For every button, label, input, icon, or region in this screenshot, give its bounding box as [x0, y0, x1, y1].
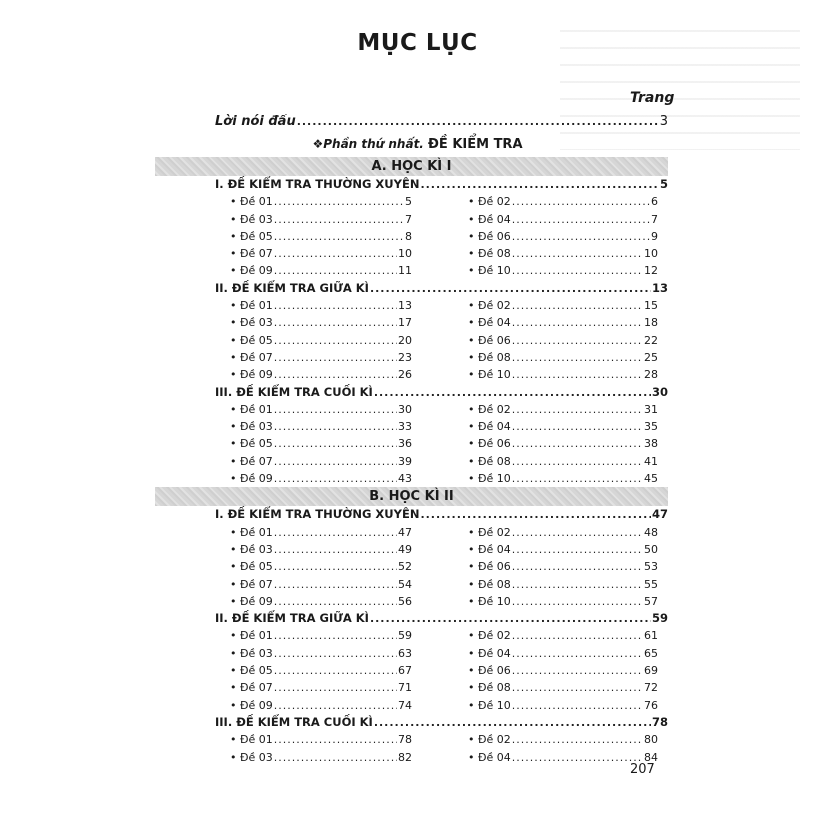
- dot-leader: [512, 470, 643, 487]
- toc-label: I. ĐỀ KIỂM TRA THƯỜNG XUYÊN: [215, 507, 420, 522]
- toc-entry[interactable]: [468, 645, 658, 662]
- dot-leader: [512, 435, 643, 452]
- toc-label: • Đề 05: [230, 435, 273, 452]
- toc-entry-grid: [230, 193, 658, 279]
- toc-page: 80: [644, 733, 658, 747]
- toc-entry[interactable]: [468, 453, 658, 470]
- toc-page: 30: [651, 384, 668, 399]
- dot-leader: [512, 262, 643, 279]
- toc-entry-grid: [230, 524, 658, 610]
- toc-label: • Đề 03: [230, 749, 273, 766]
- toc-entry[interactable]: [468, 314, 658, 331]
- toc-entry[interactable]: [468, 435, 658, 452]
- toc-label: • Đề 05: [230, 332, 273, 349]
- dot-leader: [370, 280, 651, 297]
- toc-page: 57: [644, 594, 658, 608]
- toc-label: • Đề 08: [468, 245, 511, 262]
- toc-entry[interactable]: [230, 524, 412, 541]
- dot-leader: [274, 193, 404, 210]
- toc-entry-grid: [230, 297, 658, 383]
- toc-entry-grid: [230, 401, 658, 487]
- toc-label: • Đề 05: [230, 228, 273, 245]
- toc-entry[interactable]: [230, 401, 412, 418]
- toc-label: II. ĐỀ KIỂM TRA GIỮA KÌ: [215, 611, 369, 626]
- toc-page: 47: [651, 507, 668, 522]
- toc-section[interactable]: [215, 280, 668, 297]
- toc-entry[interactable]: [230, 193, 412, 210]
- toc-label: • Đề 06: [468, 558, 511, 575]
- toc-section[interactable]: [215, 610, 668, 627]
- toc-entry[interactable]: [468, 731, 658, 748]
- toc-label: II. ĐỀ KIỂM TRA GIỮA KÌ: [215, 280, 369, 295]
- toc-label: • Đề 06: [468, 332, 511, 349]
- toc-label: • Đề 05: [230, 558, 273, 575]
- toc-page: 61: [644, 629, 658, 643]
- dot-leader: [512, 541, 643, 558]
- dot-leader: [274, 418, 397, 435]
- toc-page: 18: [644, 316, 658, 330]
- page-title: MỤC LỤC: [357, 30, 478, 56]
- toc-page: 31: [644, 402, 658, 416]
- toc-entry[interactable]: [468, 297, 658, 314]
- dot-leader: [420, 176, 659, 193]
- toc-label: • Đề 02: [468, 524, 511, 541]
- toc-label: III. ĐỀ KIỂM TRA CUỐI KÌ: [215, 714, 373, 729]
- dot-leader: [274, 576, 397, 593]
- dot-leader: [274, 366, 397, 383]
- page-column-label: Trang: [630, 90, 675, 106]
- dot-leader: [274, 558, 397, 575]
- toc-label: • Đề 06: [468, 228, 511, 245]
- toc-label: • Đề 01: [230, 297, 273, 314]
- dot-leader: [274, 401, 397, 418]
- dot-leader: [512, 662, 643, 679]
- toc-entry-preface[interactable]: [215, 114, 668, 129]
- toc-page: 53: [644, 560, 658, 574]
- toc-entry[interactable]: [468, 401, 658, 418]
- toc-page: 63: [398, 646, 412, 660]
- toc-label: • Đề 08: [468, 453, 511, 470]
- dot-leader: [512, 314, 643, 331]
- toc-page: 50: [644, 542, 658, 556]
- toc-entry-grid: [230, 627, 658, 713]
- toc-label: • Đề 07: [230, 576, 273, 593]
- toc-page: 55: [644, 577, 658, 591]
- semester-band: B. HỌC KÌ II: [155, 487, 668, 506]
- dot-leader: [274, 679, 397, 696]
- toc-page: 36: [398, 437, 412, 451]
- toc-page: 56: [398, 594, 412, 608]
- toc-label: • Đề 02: [468, 401, 511, 418]
- toc-label: • Đề 04: [468, 314, 511, 331]
- dot-leader: [512, 297, 643, 314]
- toc-page: 78: [651, 714, 668, 729]
- toc-entry[interactable]: [230, 541, 412, 558]
- toc-page: 7: [651, 212, 658, 226]
- toc-page: 13: [651, 280, 668, 295]
- toc-page: 33: [398, 420, 412, 434]
- dot-leader: [512, 679, 643, 696]
- toc-label: • Đề 09: [230, 697, 273, 714]
- toc-entry[interactable]: [230, 576, 412, 593]
- toc-page: 52: [398, 560, 412, 574]
- toc-label: • Đề 07: [230, 453, 273, 470]
- toc-entry-grid: [230, 731, 658, 766]
- toc-entry[interactable]: [230, 297, 412, 314]
- semester-band: A. HỌC KÌ I: [155, 157, 668, 176]
- toc-page: 38: [644, 437, 658, 451]
- toc-page: 84: [644, 750, 658, 764]
- toc-entry[interactable]: [468, 679, 658, 696]
- dot-leader: [274, 332, 397, 349]
- toc-page: 12: [644, 264, 658, 278]
- dot-leader: [512, 211, 650, 228]
- dot-leader: [512, 593, 643, 610]
- dot-leader: [374, 714, 651, 731]
- dot-leader: [274, 228, 404, 245]
- toc-label: • Đề 04: [468, 749, 511, 766]
- toc-page: 9: [651, 229, 658, 243]
- toc-page: 10: [398, 247, 412, 261]
- toc-label: • Đề 08: [468, 679, 511, 696]
- toc-entry[interactable]: [230, 470, 412, 487]
- dot-leader: [512, 645, 643, 662]
- dot-leader: [512, 627, 643, 644]
- toc-label: • Đề 08: [468, 349, 511, 366]
- toc-entry[interactable]: [230, 314, 412, 331]
- toc-page: 43: [398, 472, 412, 486]
- dot-leader: [512, 576, 643, 593]
- toc-entry[interactable]: [230, 332, 412, 349]
- toc-entry[interactable]: [230, 731, 412, 748]
- toc-page: 76: [644, 698, 658, 712]
- toc-label: • Đề 06: [468, 435, 511, 452]
- toc-page: 78: [398, 733, 412, 747]
- toc-page: 54: [398, 577, 412, 591]
- toc-page: 8: [405, 229, 412, 243]
- toc-section[interactable]: [215, 714, 668, 731]
- dot-leader: [274, 524, 397, 541]
- dot-leader: [274, 593, 397, 610]
- dot-leader: [512, 245, 643, 262]
- dot-leader: [274, 314, 397, 331]
- dot-leader: [512, 524, 643, 541]
- toc-label: • Đề 01: [230, 627, 273, 644]
- toc-entry[interactable]: [230, 418, 412, 435]
- toc-label: • Đề 06: [468, 662, 511, 679]
- toc-page: 74: [398, 698, 412, 712]
- toc-label: • Đề 04: [468, 211, 511, 228]
- toc-page: 5: [405, 195, 412, 209]
- toc-section[interactable]: [215, 176, 668, 193]
- toc-label: • Đề 01: [230, 524, 273, 541]
- toc-label: • Đề 01: [230, 193, 273, 210]
- toc-entry[interactable]: [468, 558, 658, 575]
- toc-label: • Đề 04: [468, 541, 511, 558]
- dot-leader: [274, 627, 397, 644]
- toc-label: • Đề 01: [230, 731, 273, 748]
- dot-leader: [512, 349, 643, 366]
- dot-leader: [274, 262, 397, 279]
- toc-page: 35: [644, 420, 658, 434]
- toc-entry[interactable]: [230, 662, 412, 679]
- toc-label: • Đề 03: [230, 211, 273, 228]
- dot-leader: [274, 211, 404, 228]
- toc-page: 49: [398, 542, 412, 556]
- toc-page: 3: [659, 114, 668, 129]
- toc-label: III. ĐỀ KIỂM TRA CUỐI KÌ: [215, 384, 373, 399]
- toc-entry[interactable]: [468, 593, 658, 610]
- dot-leader: [512, 558, 643, 575]
- toc-label: • Đề 02: [468, 193, 511, 210]
- toc-label: • Đề 07: [230, 349, 273, 366]
- dot-leader: [274, 245, 397, 262]
- toc-page: 59: [651, 611, 668, 626]
- dot-leader: [512, 228, 650, 245]
- toc-label: • Đề 10: [468, 262, 511, 279]
- toc-entry[interactable]: [230, 453, 412, 470]
- toc-page: 10: [644, 247, 658, 261]
- toc-label: I. ĐỀ KIỂM TRA THƯỜNG XUYÊN: [215, 177, 420, 191]
- toc-entry[interactable]: [230, 627, 412, 644]
- dot-leader: [274, 749, 397, 766]
- toc-page: 30: [398, 402, 412, 416]
- toc-entry[interactable]: [230, 749, 412, 766]
- toc-entry[interactable]: [468, 524, 658, 541]
- toc-page: 6: [651, 195, 658, 209]
- toc-entry[interactable]: [468, 366, 658, 383]
- toc-label: • Đề 04: [468, 418, 511, 435]
- toc-page: 41: [644, 454, 658, 468]
- toc-page: 7: [405, 212, 412, 226]
- toc-page: 45: [644, 472, 658, 486]
- toc-entry[interactable]: [230, 679, 412, 696]
- toc-page: 11: [398, 264, 412, 278]
- toc-page: 59: [398, 629, 412, 643]
- toc-page: 13: [398, 299, 412, 313]
- toc-page: 28: [644, 368, 658, 382]
- dot-leader: [274, 435, 397, 452]
- toc-label: • Đề 10: [468, 366, 511, 383]
- toc-label: • Đề 04: [468, 645, 511, 662]
- toc-label: • Đề 05: [230, 662, 273, 679]
- toc-entry[interactable]: [230, 211, 412, 228]
- toc-entry[interactable]: [468, 332, 658, 349]
- dot-leader: [512, 401, 643, 418]
- dot-leader: [512, 193, 650, 210]
- toc-entry[interactable]: [468, 662, 658, 679]
- toc-page: 72: [644, 681, 658, 695]
- toc-entry[interactable]: [230, 558, 412, 575]
- dot-leader: [374, 384, 651, 401]
- toc-label: • Đề 02: [468, 731, 511, 748]
- toc-page: 65: [644, 646, 658, 660]
- toc-label: • Đề 02: [468, 297, 511, 314]
- toc-label: • Đề 10: [468, 470, 511, 487]
- toc-entry[interactable]: [468, 576, 658, 593]
- dot-leader: [274, 470, 397, 487]
- dot-leader: [512, 332, 643, 349]
- toc-entry[interactable]: [468, 262, 658, 279]
- toc-label: • Đề 07: [230, 245, 273, 262]
- toc-entry[interactable]: [468, 627, 658, 644]
- page-number: 207: [630, 762, 655, 777]
- dot-leader: [297, 115, 659, 128]
- toc-entry[interactable]: [230, 593, 412, 610]
- toc-page: 25: [644, 350, 658, 364]
- toc-page: 71: [398, 681, 412, 695]
- toc-label: • Đề 03: [230, 541, 273, 558]
- toc-page: 26: [398, 368, 412, 382]
- toc-entry[interactable]: [468, 211, 658, 228]
- toc-label: • Đề 10: [468, 593, 511, 610]
- toc-label: • Đề 09: [230, 470, 273, 487]
- dot-leader: [512, 418, 643, 435]
- toc-label: • Đề 08: [468, 576, 511, 593]
- dot-leader: [512, 731, 643, 748]
- toc-content: [155, 157, 668, 766]
- dot-leader: [512, 453, 643, 470]
- toc-section[interactable]: [215, 506, 668, 523]
- toc-label: • Đề 09: [230, 366, 273, 383]
- dot-leader: [274, 349, 397, 366]
- toc-label: Lời nói đầu: [215, 114, 296, 129]
- toc-label: • Đề 09: [230, 262, 273, 279]
- toc-entry[interactable]: [468, 418, 658, 435]
- toc-page: 22: [644, 333, 658, 347]
- toc-entry[interactable]: [468, 541, 658, 558]
- part-heading: [0, 137, 835, 152]
- dot-leader: [512, 749, 643, 766]
- dot-leader: [512, 366, 643, 383]
- toc-entry[interactable]: [230, 645, 412, 662]
- toc-label: • Đề 09: [230, 593, 273, 610]
- toc-label: • Đề 10: [468, 697, 511, 714]
- toc-entry[interactable]: [468, 697, 658, 714]
- toc-page: 47: [398, 525, 412, 539]
- dot-leader: [274, 697, 397, 714]
- dot-leader: [274, 541, 397, 558]
- dot-leader: [274, 662, 397, 679]
- dot-leader: [274, 297, 397, 314]
- toc-label: • Đề 07: [230, 679, 273, 696]
- dot-leader: [274, 731, 397, 748]
- toc-entry[interactable]: [468, 245, 658, 262]
- toc-page: 5: [659, 177, 668, 191]
- toc-page: 69: [644, 664, 658, 678]
- dot-leader: [512, 697, 643, 714]
- dot-leader: [420, 506, 651, 523]
- toc-entry[interactable]: [230, 245, 412, 262]
- part-prefix: ❖Phần thứ nhất.: [312, 137, 424, 151]
- toc-page: 82: [398, 750, 412, 764]
- toc-entry[interactable]: [230, 366, 412, 383]
- toc-page: 39: [398, 454, 412, 468]
- toc-label: • Đề 03: [230, 645, 273, 662]
- dot-leader: [370, 610, 651, 627]
- toc-entry[interactable]: [468, 193, 658, 210]
- toc-section[interactable]: [215, 384, 668, 401]
- toc-page: 17: [398, 316, 412, 330]
- toc-entry[interactable]: [230, 435, 412, 452]
- toc-page: 20: [398, 333, 412, 347]
- toc-entry[interactable]: [230, 228, 412, 245]
- toc-page: 67: [398, 664, 412, 678]
- dot-leader: [274, 645, 397, 662]
- toc-entry[interactable]: [230, 697, 412, 714]
- toc-entry[interactable]: [230, 262, 412, 279]
- toc-entry[interactable]: [468, 349, 658, 366]
- toc-label: • Đề 03: [230, 418, 273, 435]
- toc-entry[interactable]: [230, 349, 412, 366]
- toc-label: • Đề 03: [230, 314, 273, 331]
- toc-label: • Đề 01: [230, 401, 273, 418]
- toc-entry[interactable]: [468, 470, 658, 487]
- toc-page: 23: [398, 350, 412, 364]
- dot-leader: [274, 453, 397, 470]
- toc-page: 48: [644, 525, 658, 539]
- toc-label: • Đề 02: [468, 627, 511, 644]
- toc-entry[interactable]: [468, 228, 658, 245]
- toc-page: 15: [644, 299, 658, 313]
- part-title: ĐỀ KIỂM TRA: [428, 137, 523, 152]
